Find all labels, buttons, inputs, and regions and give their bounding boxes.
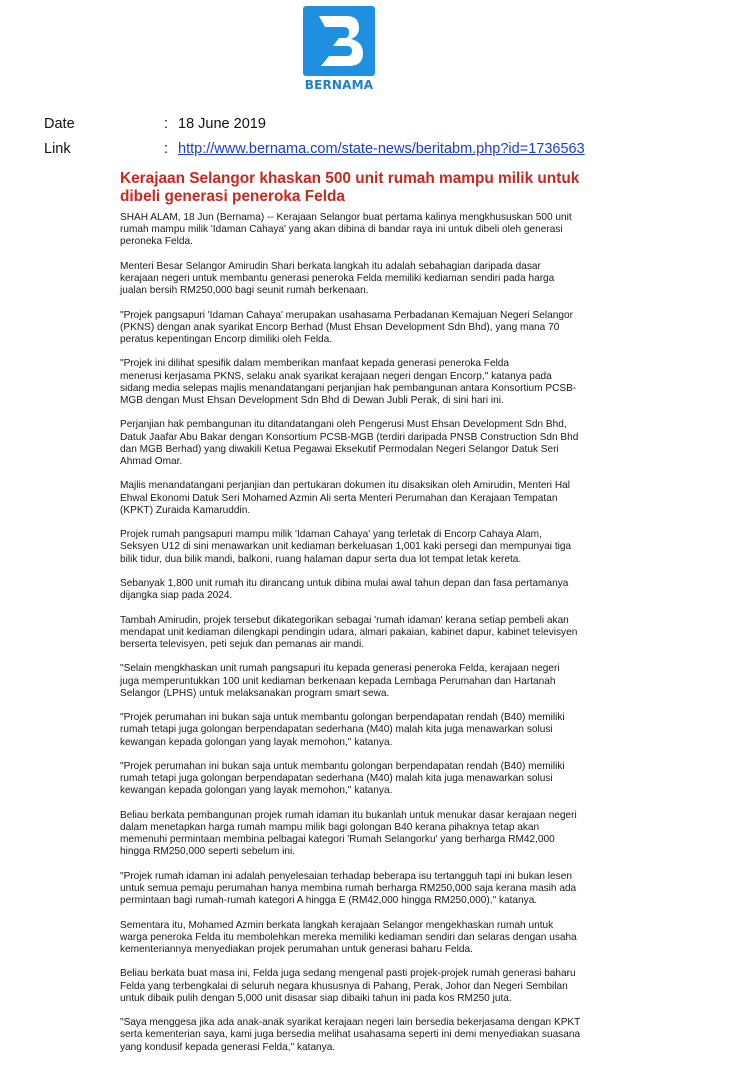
- link-colon: :: [164, 141, 169, 157]
- article-paragraph: Projek rumah pangsapuri mampu milik 'Idaman Cahaya' yang terletak di Encorp Cahaya Alam, Seksyen U12 di sini menawarkan unit kediaman berkeluasan 1,001 kaki persegi dan mempunyai tiga bilik tidur, dua bilik mandi, balkoni, ruang halaman dapur serta dua lot tempat letak kereta.: [120, 529, 572, 565]
- bernama-logo: [302, 6, 376, 94]
- link-value-wrapper: [178, 141, 585, 157]
- date-colon: :: [164, 116, 169, 132]
- article-paragraph: Sebanyak 1,800 unit rumah itu dirancang untuk dibina mulai awal tahun depan dan fasa pertamanya dijangka siap pada 2024.: [120, 577, 569, 602]
- article-paragraph: Beliau berkata pembangunan projek rumah idaman itu bukanlah untuk menukar dasar kerajaan negeri dalam menetapkan harga rumah mampu milik bagi golongan B40 kerana pihaknya tetap akan memenuhi permintaan membina pelbagai kategori 'Rumah Selangorku' yang berharga RM42,000 hingga RM250,000 seperti sebelum ini.: [120, 809, 577, 858]
- article-link[interactable]: http://www.bernama.com/state-news/beritabm.php?id=1736563: [178, 141, 585, 157]
- article-paragraph: Majlis menandatangani perjanjian dan pertukaran dokumen itu disaksikan oleh Amirudin, Menteri Hal Ehwal Ekonomi Datuk Seri Mohamed Azmin Ali serta Menteri Perumahan dan Kerajaan Tempatan (KPKT) Zuraida Kamaruddin.: [120, 480, 570, 516]
- article-paragraph: Menteri Besar Selangor Amirudin Shari berkata langkah itu adalah sebahagian daripada dasar kerajaan negeri untuk membantu generasi peneroka Felda memiliki kediaman sendiri pada harga jualan bersih RM250,000 bagi seunit rumah berkenaan.: [120, 260, 555, 297]
- article-paragraph: Tambah Amirudin, projek tersebut dikategorikan sebagai 'rumah idaman' kerana setiap pembeli akan mendapat unit kediaman dilengkapi pendingin udara, almari pakaian, kabinet dapur, kabinet televisyen berserta televisyen, peti sejuk dan pemanas air mandi.: [120, 614, 578, 650]
- link-label: Link: [44, 141, 71, 157]
- article-title: Kerajaan Selangor khaskan 500 unit rumah mampu milik untuk dibeli generasi peneroka Felda: [120, 170, 580, 205]
- article-body: [120, 212, 600, 1066]
- article-paragraph: SHAH ALAM, 18 Jun (Bernama) -- Kerajaan Selangor buat pertama kalinya mengkhususkan 500 unit rumah mampu milik 'Idaman Cahaya' yang akan dibina di bandar raya ini untuk dibeli oleh generasi peroneka Felda.: [120, 212, 572, 248]
- article-paragraph: Beliau berkata buat masa ini, Felda juga sedang mengenal pasti projek-projek rumah generasi baharu Felda yang terbengkalai di seluruh negara khususnya di Pahang, Perak, Johor dan Negeri Sembilan untuk dibaik pulih dengan 5,000 unit disasar siap dibaiki tahun ini pada kos RM250 juta.: [120, 968, 576, 1004]
- article-paragraph: "Saya menggesa jika ada anak-anak syarikat kerajaan negeri lain bersedia bekerjasama dengan KPKT serta kementerian saya, kami juga bersedia melihat usahasama seperti ini demi menyediakan suasana yang kondusif kepada generasi Felda," katanya.: [120, 1017, 581, 1053]
- article-paragraph: "Projek perumahan ini bukan saja untuk membantu golongan berpendapatan rendah (B40) memiliki rumah tetapi juga golongan berpendapatan sederhana (M40) malah kita juga menawarkan solusi kewangan kepada golongan yang layak memohon," katanya.: [120, 760, 565, 797]
- date-label: Date: [44, 116, 75, 132]
- article-paragraph: "Projek pangsapuri 'Idaman Cahaya' merupakan usahasama Perbadanan Kemajuan Negeri Selangor (PKNS) dengan anak syarikat Encorp Berhad (Must Ehsan Development Sdn Bhd), yang mana 70 peratus kepentingan Encorp dimiliki oleh Felda.: [120, 309, 573, 345]
- article-paragraph: Perjanjian hak pembangunan itu ditandatangani oleh Pengerusi Must Ehsan Development Sdn Bhd, Datuk Jaafar Abu Bakar dengan Konsortium PCSB-MGB (terdiri daripada PNSB Construction Sdn Bhd dan MGB Berhad) yang diwakili Ketua Pegawai Eksekutif Permodalan Negeri Selangor Datuk Seri Ahmad Omar.: [120, 419, 579, 467]
- article-paragraph: "Selain mengkhaskan unit rumah pangsapuri itu kepada generasi peneroka Felda, kerajaan negeri juga memperuntukkan 100 unit kediaman berkenaan kepada Lembaga Perumahan dan Hartanah Selangor (LPHS) untuk melaksanakan program smart sewa.: [120, 663, 560, 699]
- article-paragraph: "Projek ini dilihat spesifik dalam memberikan manfaat kepada generasi peneroka Felda menerusi kerjasama PKNS, selaku anak syarikat kerajaan negeri dengan Encorp," katanya pada sidang media selepas majlis menandatangani perjanjian hak pembangunan antara Konsortium PCSB- MGB dengan Must Ehsan Development Sdn Bhd di Dewan Jubli Perak, di sini hari ini.: [120, 358, 577, 406]
- date-value: 18 June 2019: [178, 116, 266, 132]
- article-paragraph: "Projek perumahan ini bukan saja untuk membantu golongan berpendapatan rendah (B40) memiliki rumah tetapi juga golongan berpendapatan sederhana (M40) malah kita juga menawarkan solusi kewangan kepada golongan yang layak memohon," katanya.: [120, 712, 565, 748]
- article-paragraph: "Projek rumah idaman ini adalah penyelesaian terhadap beberapa isu tertangguh tapi ini bukan lesen untuk semua pemaju perumahan hanya membina rumah berharga RM250,000 saja kerana masih ada permintaan bagi rumah-rumah kategori A hingga E (RM42,000 hingga RM250,000)," katanya.: [120, 870, 577, 907]
- bernama-logo-text: BERNAMA: [304, 78, 374, 92]
- bernama-b-mark-icon: [303, 6, 375, 76]
- article-paragraph: Sementara itu, Mohamed Azmin berkata langkah kerajaan Selangor mengekhaskan rumah untuk warga peneroka Felda itu membolehkan mereka memiliki kediaman sendiri dan selaras dengan usaha kementeriannya menyediakan projek perumahan untuk generasi baharu Felda.: [120, 919, 577, 955]
- bernama-logo-icon: [303, 6, 375, 76]
